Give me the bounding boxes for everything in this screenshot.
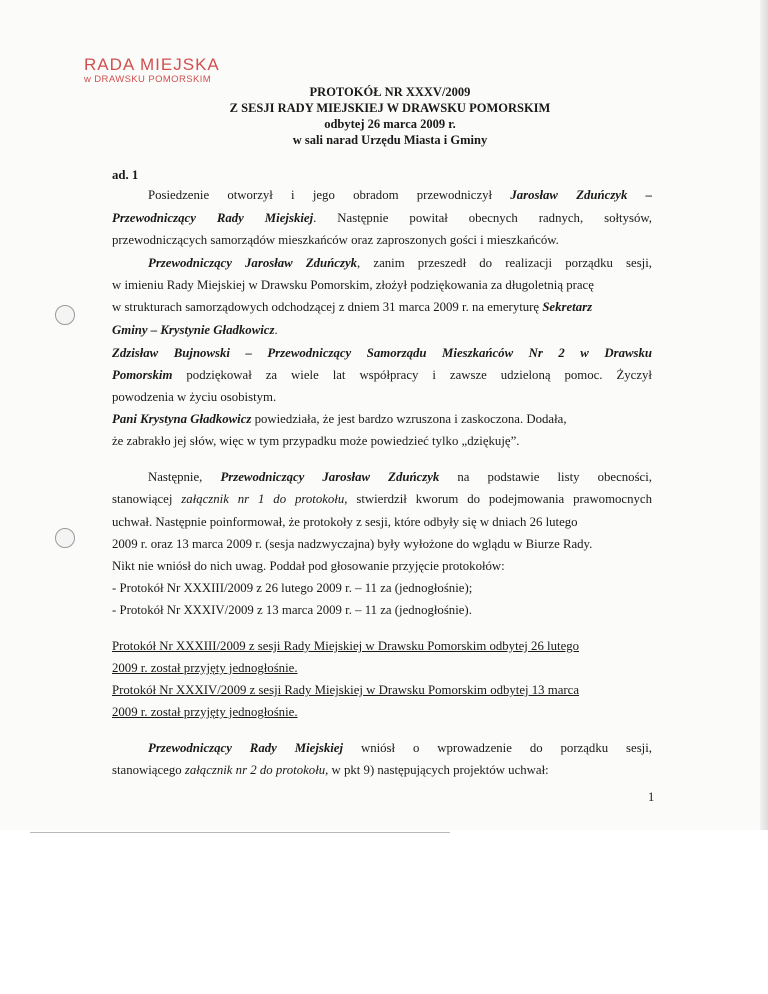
document-header: [110, 84, 670, 148]
text-line: 2009 r. oraz 13 marca 2009 r. (sesja nadzwyczajna) były wyłożone do wglądu w Biurze Rady.: [112, 537, 593, 551]
attachment-ref: załącznik nr 1 do protokołu: [181, 492, 345, 506]
text-run: w strukturach samorządowych odchodzącej z dniem 31 marca 2009 r. na emeryturę: [112, 300, 540, 314]
text-line: w imieniu Rady Miejskiej w Drawsku Pomorskim, złożył podziękowania za długoletnią pracę: [112, 278, 594, 292]
text-run: . Następnie powitał obecnych radnych, sołtysów,: [313, 211, 652, 225]
resolution-line: 2009 r. został przyjęty jednogłośnie.: [112, 661, 298, 675]
list-item: - Protokół Nr XXXIV/2009 z 13 marca 2009 r. – 11 za (jednogłośnie).: [112, 603, 472, 617]
text-line: [112, 299, 652, 315]
person-title: Przewodniczący Rady Miejskiej: [148, 741, 344, 755]
text-line: Nikt nie wniósł do nich uwag. Poddał pod głosowanie przyjęcie protokołów:: [112, 559, 505, 573]
text-line: że zabrakło jej słów, więc w tym przypadku może powiedzieć tylko „dziękuję”.: [112, 434, 520, 448]
text-line: [148, 187, 652, 203]
header-line-1: PROTOKÓŁ NR XXXV/2009: [309, 85, 471, 99]
text-run: , stwierdził kworum do podejmowania prawomocnych: [344, 492, 652, 506]
text-line: Gminy – Krystynie Gładkowicz.: [112, 323, 278, 337]
logo-subtitle: w DRAWSKU POMORSKIM: [84, 74, 212, 85]
text-line: [148, 469, 652, 485]
section-label: ad. 1: [112, 168, 139, 182]
text-line: [112, 762, 652, 778]
person-name: Gminy – Krystynie Gładkowicz: [112, 323, 275, 337]
text-line: [148, 740, 652, 756]
text-run: wniósł o wprowadzenie do porządku sesji,: [360, 741, 652, 755]
header-line-3: odbytej 26 marca 2009 r.: [324, 117, 456, 131]
punch-hole: [55, 305, 75, 325]
text-run: powiedziała, że jest bardzo wzruszona i zaskoczona. Dodała,: [254, 412, 567, 426]
text-run: na podstawie listy obecności,: [457, 470, 652, 484]
text-run: podziękował za wiele lat współpracy i zawsze udzieloną pomoc. Życzył: [186, 368, 652, 382]
resolution-line: 2009 r. został przyjęty jednogłośnie.: [112, 705, 298, 719]
text-run: Posiedzenie otworzył i jego obradom przewodniczył: [148, 188, 493, 202]
person-name: Przewodniczący Jarosław Zduńczyk: [220, 470, 440, 484]
text-line: przewodniczących samorządów mieszkańców oraz zaproszonych gości i mieszkańców.: [112, 233, 559, 247]
logo-title: RADA MIEJSKA: [84, 55, 220, 74]
attachment-ref: załącznik nr 2 do protokołu,: [184, 763, 329, 777]
text-run: w pkt 9) następujących projektów uchwał:: [331, 763, 549, 777]
text-run: stanowiącej: [112, 492, 173, 506]
person-title: Sekretarz: [542, 300, 593, 314]
person-name: Przewodniczący Jarosław Zduńczyk: [148, 256, 358, 270]
text-run: stanowiącego: [112, 763, 182, 777]
text-run: , zanim przeszedł do realizacji porządku sesji,: [357, 256, 652, 270]
text-line: [148, 255, 652, 271]
text-run: Następnie,: [148, 470, 203, 484]
resolution-line: Protokół Nr XXXIV/2009 z sesji Rady Miejskiej w Drawsku Pomorskim odbytej 13 marca: [112, 683, 580, 697]
place-name: Pomorskim: [112, 368, 173, 382]
text-line: [112, 491, 652, 507]
list-item: - Protokół Nr XXXIII/2009 z 26 lutego 2009 r. – 11 za (jednogłośnie);: [112, 581, 473, 595]
scan-shadow: [760, 0, 768, 830]
resolution-line: Protokół Nr XXXIII/2009 z sesji Rady Miejskiej w Drawsku Pomorskim odbytej 26 lutego: [112, 639, 580, 653]
person-name: Pani Krystyna Gładkowicz: [112, 412, 252, 426]
text-line: [112, 210, 652, 226]
text-line: [112, 367, 652, 383]
text-line: Zdzisław Bujnowski – Przewodniczący Samorządu Mieszkańców Nr 2 w Drawsku: [112, 346, 652, 360]
text-line: powodzenia w życiu osobistym.: [112, 390, 277, 404]
person-name: Jarosław Zduńczyk –: [510, 188, 652, 202]
header-line-2: Z SESJI RADY MIEJSKIEJ W DRAWSKU POMORSKIM: [229, 101, 551, 115]
punch-hole: [55, 528, 75, 548]
text-line: uchwał. Następnie poinformował, że protokoły z sesji, które odbyły się w dniach 26 lutego: [112, 515, 578, 529]
header-line-4: w sali narad Urzędu Miasta i Gminy: [292, 133, 488, 147]
page-number: 1: [648, 790, 655, 804]
person-title: Przewodniczący Rady Miejskiej: [112, 211, 314, 225]
scan-edge-line: [30, 832, 450, 833]
council-logo: [84, 56, 220, 85]
text-line: [112, 411, 652, 427]
